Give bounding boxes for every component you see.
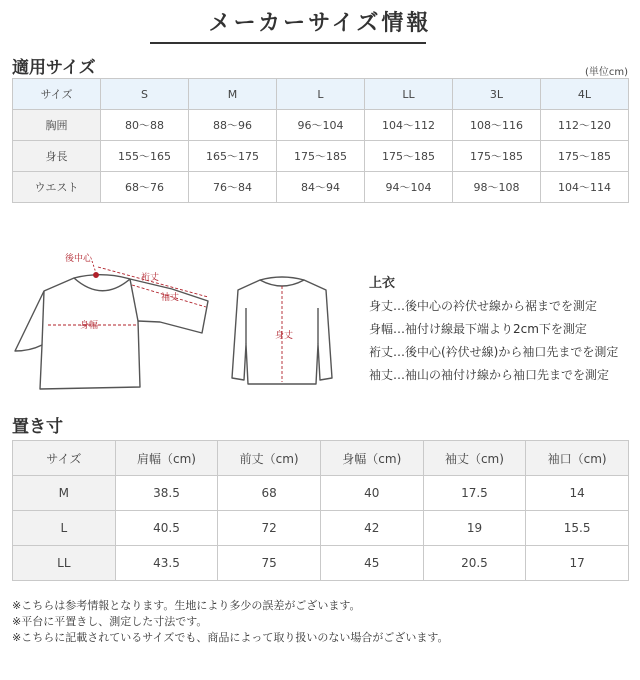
legend-item: 身丈…後中心の衿伏せ線から裾までを測定 (369, 299, 598, 313)
dim-table-header-cell: サイズ (13, 441, 116, 476)
footnote: ※こちらに記載されているサイズでも、商品によって取り扱いのない場合がございます。 (12, 631, 449, 644)
footnote: ※平台に平置きし、測定した寸法です。 (12, 615, 208, 628)
dimension-table (12, 440, 629, 581)
table-row (13, 476, 629, 511)
label-body-length: 身丈 (275, 331, 294, 341)
label-back-center: 後中心 (65, 254, 93, 264)
table-cell: 40.5 (115, 511, 218, 546)
table-cell: 104〜112 (365, 110, 453, 141)
legend-item: 身幅…袖付け線最下端より2cm下を測定 (369, 322, 587, 336)
row-label-waist: ウエスト (13, 172, 101, 203)
dim-table-header-cell: 前丈（cm) (218, 441, 321, 476)
table-row (13, 546, 629, 581)
table-row (13, 172, 629, 203)
table-cell: 76〜84 (189, 172, 277, 203)
size-section-heading: 適用サイズ (12, 58, 96, 78)
legend-title: 上衣 (369, 276, 396, 291)
dim-table-header-cell: 身幅（cm) (320, 441, 423, 476)
size-table-header-row (13, 79, 629, 110)
row-label-size-m: M (13, 476, 116, 511)
table-cell: 104〜114 (541, 172, 629, 203)
label-body-width: 身幅 (80, 321, 99, 331)
label-sleeve-length-full: 裄丈 (141, 273, 160, 283)
table-cell: 19 (423, 511, 526, 546)
table-cell: 45 (320, 546, 423, 581)
table-cell: 165〜175 (189, 141, 277, 172)
table-cell: 14 (526, 476, 629, 511)
row-label-height: 身長 (13, 141, 101, 172)
table-cell: 42 (320, 511, 423, 546)
table-cell: 175〜185 (453, 141, 541, 172)
footnote: ※こちらは参考情報となります。生地により多少の誤差がございます。 (12, 599, 361, 612)
table-cell: 112〜120 (541, 110, 629, 141)
table-cell: 20.5 (423, 546, 526, 581)
table-cell: 17.5 (423, 476, 526, 511)
row-label-size-ll: LL (13, 546, 116, 581)
dim-table-header-cell: 肩幅（cm) (115, 441, 218, 476)
table-cell: 80〜88 (101, 110, 189, 141)
size-table-header-cell: 4L (541, 79, 629, 110)
table-cell: 68〜76 (101, 172, 189, 203)
size-table (12, 78, 629, 203)
table-cell: 68 (218, 476, 321, 511)
table-cell: 98〜108 (453, 172, 541, 203)
table-cell: 17 (526, 546, 629, 581)
size-table-header-cell: S (101, 79, 189, 110)
dim-table-header-cell: 袖口（cm) (526, 441, 629, 476)
table-cell: 40 (320, 476, 423, 511)
table-cell: 175〜185 (277, 141, 365, 172)
label-sleeve-length: 袖丈 (161, 293, 180, 303)
size-table-header-cell: 3L (453, 79, 541, 110)
page-title: メーカーサイズ情報 (208, 11, 432, 36)
title-underline (150, 42, 426, 44)
table-row (13, 511, 629, 546)
size-table-header-cell: LL (365, 79, 453, 110)
legend-item: 袖丈…袖山の袖付け線から袖口先までを測定 (369, 368, 610, 382)
size-table-header-cell: L (277, 79, 365, 110)
row-label-size-l: L (13, 511, 116, 546)
dim-table-header-cell: 袖丈（cm) (423, 441, 526, 476)
size-table-header-cell: サイズ (13, 79, 101, 110)
legend-item: 裄丈…後中心(衿伏せ線)から袖口先までを測定 (369, 345, 619, 359)
unit-note: (単位cm) (584, 67, 628, 78)
table-cell: 155〜165 (101, 141, 189, 172)
table-row (13, 110, 629, 141)
table-cell: 175〜185 (365, 141, 453, 172)
table-cell: 43.5 (115, 546, 218, 581)
table-cell: 108〜116 (453, 110, 541, 141)
table-cell: 38.5 (115, 476, 218, 511)
dim-table-header-row (13, 441, 629, 476)
table-cell: 15.5 (526, 511, 629, 546)
size-table-header-cell: M (189, 79, 277, 110)
dim-section-heading: 置き寸 (12, 417, 63, 437)
table-cell: 88〜96 (189, 110, 277, 141)
table-row (13, 141, 629, 172)
table-cell: 96〜104 (277, 110, 365, 141)
table-cell: 84〜94 (277, 172, 365, 203)
garment-diagram-sleeve-view (12, 245, 227, 395)
table-cell: 75 (218, 546, 321, 581)
row-label-chest: 胸囲 (13, 110, 101, 141)
table-cell: 72 (218, 511, 321, 546)
table-cell: 175〜185 (541, 141, 629, 172)
table-cell: 94〜104 (365, 172, 453, 203)
